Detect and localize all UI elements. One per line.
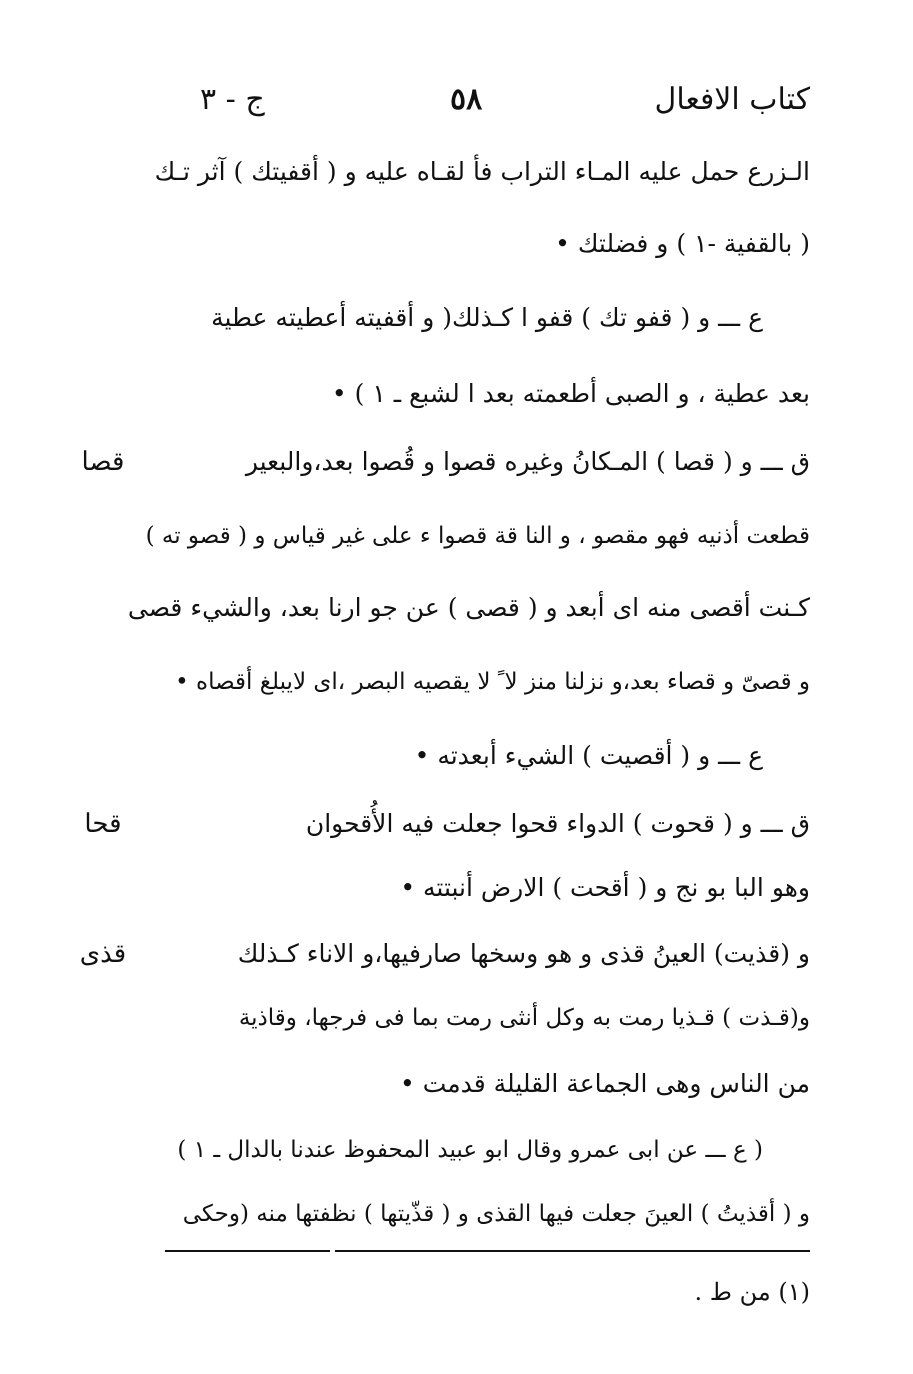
volume-label: ج - ٣ [200, 82, 265, 117]
text-line: الـزرع حمل عليه المـاء التراب فأ لقـاه عليه و ( أقفيتك ) آثر تـك [154, 157, 810, 186]
text-line: من الناس وهى الجماعة القليلة قدمت • [400, 1069, 810, 1098]
footnote-divider [335, 1250, 810, 1252]
text-line: ( بالقفية -١ ) و فضلتك • [555, 229, 810, 258]
text-line: وهو البا بو نج و ( أقحت ) الارض أنبتته • [400, 873, 810, 902]
text-line: و(قـذت ) قـذيا رمت به وكل أنثى رمت بما فى فرجها، وقاذية [238, 1005, 810, 1031]
text-line: بعد عطية ، و الصبى أطعمته بعد ا لشبع ـ ١ ) • [331, 379, 810, 408]
book-title: كتاب الافعال [654, 82, 810, 117]
text-line: قطعت أذنيه فهو مقصو ، و النا قة قصوا ء على غير قياس و ( قصو ته ) [145, 523, 810, 549]
entry-line: ( ع ـــ عن ابى عمرو وقال ابو عبيد المحفوظ عندنا بالدال ـ ١ ) [177, 1137, 763, 1163]
entry-line: ق ـــ و ( قحوت ) الدواء قحوا جعلت فيه الأُقحوان [305, 809, 810, 838]
entry-line: ق ـــ و ( قصا ) المـكانُ وغيره قصوا و قُصوا بعد،والبعير [245, 447, 810, 476]
text-line: و قصىّ و قصاء بعد،و نزلنا منز لا ً لا يقصيه البصر ،اى لايبلغ أقصاه • [175, 669, 810, 695]
page-number: ٥٨ [450, 82, 483, 117]
entry-line: ع ـــ و ( أقصيت ) الشيء أبعدته • [414, 741, 763, 770]
margin-headword: قصا [81, 447, 125, 477]
text-line: كـنت أقصى منه اى أبعد و ( قصى ) عن جو ارنا بعد، والشيء قصى [127, 593, 810, 622]
running-header [190, 78, 810, 128]
footnote: (١) من ط . [694, 1278, 810, 1306]
text-line: و (قذيت) العينُ قذى و هو وسخها صارفيها،و الاناء كـذلك [237, 939, 810, 968]
entry-line: ع ـــ و ( قفو تك ) قفو ا كـذلك( و أقفيته أعطيته عطية [211, 303, 763, 332]
margin-headword: قذى [79, 939, 127, 969]
footnote-divider [165, 1250, 330, 1252]
text-line: و ( أقذيتُ ) العينَ جعلت فيها القذى و ( قذّيتها ) نظفتها منه (وحكى [182, 1201, 810, 1227]
margin-headword: قحا [84, 809, 122, 839]
